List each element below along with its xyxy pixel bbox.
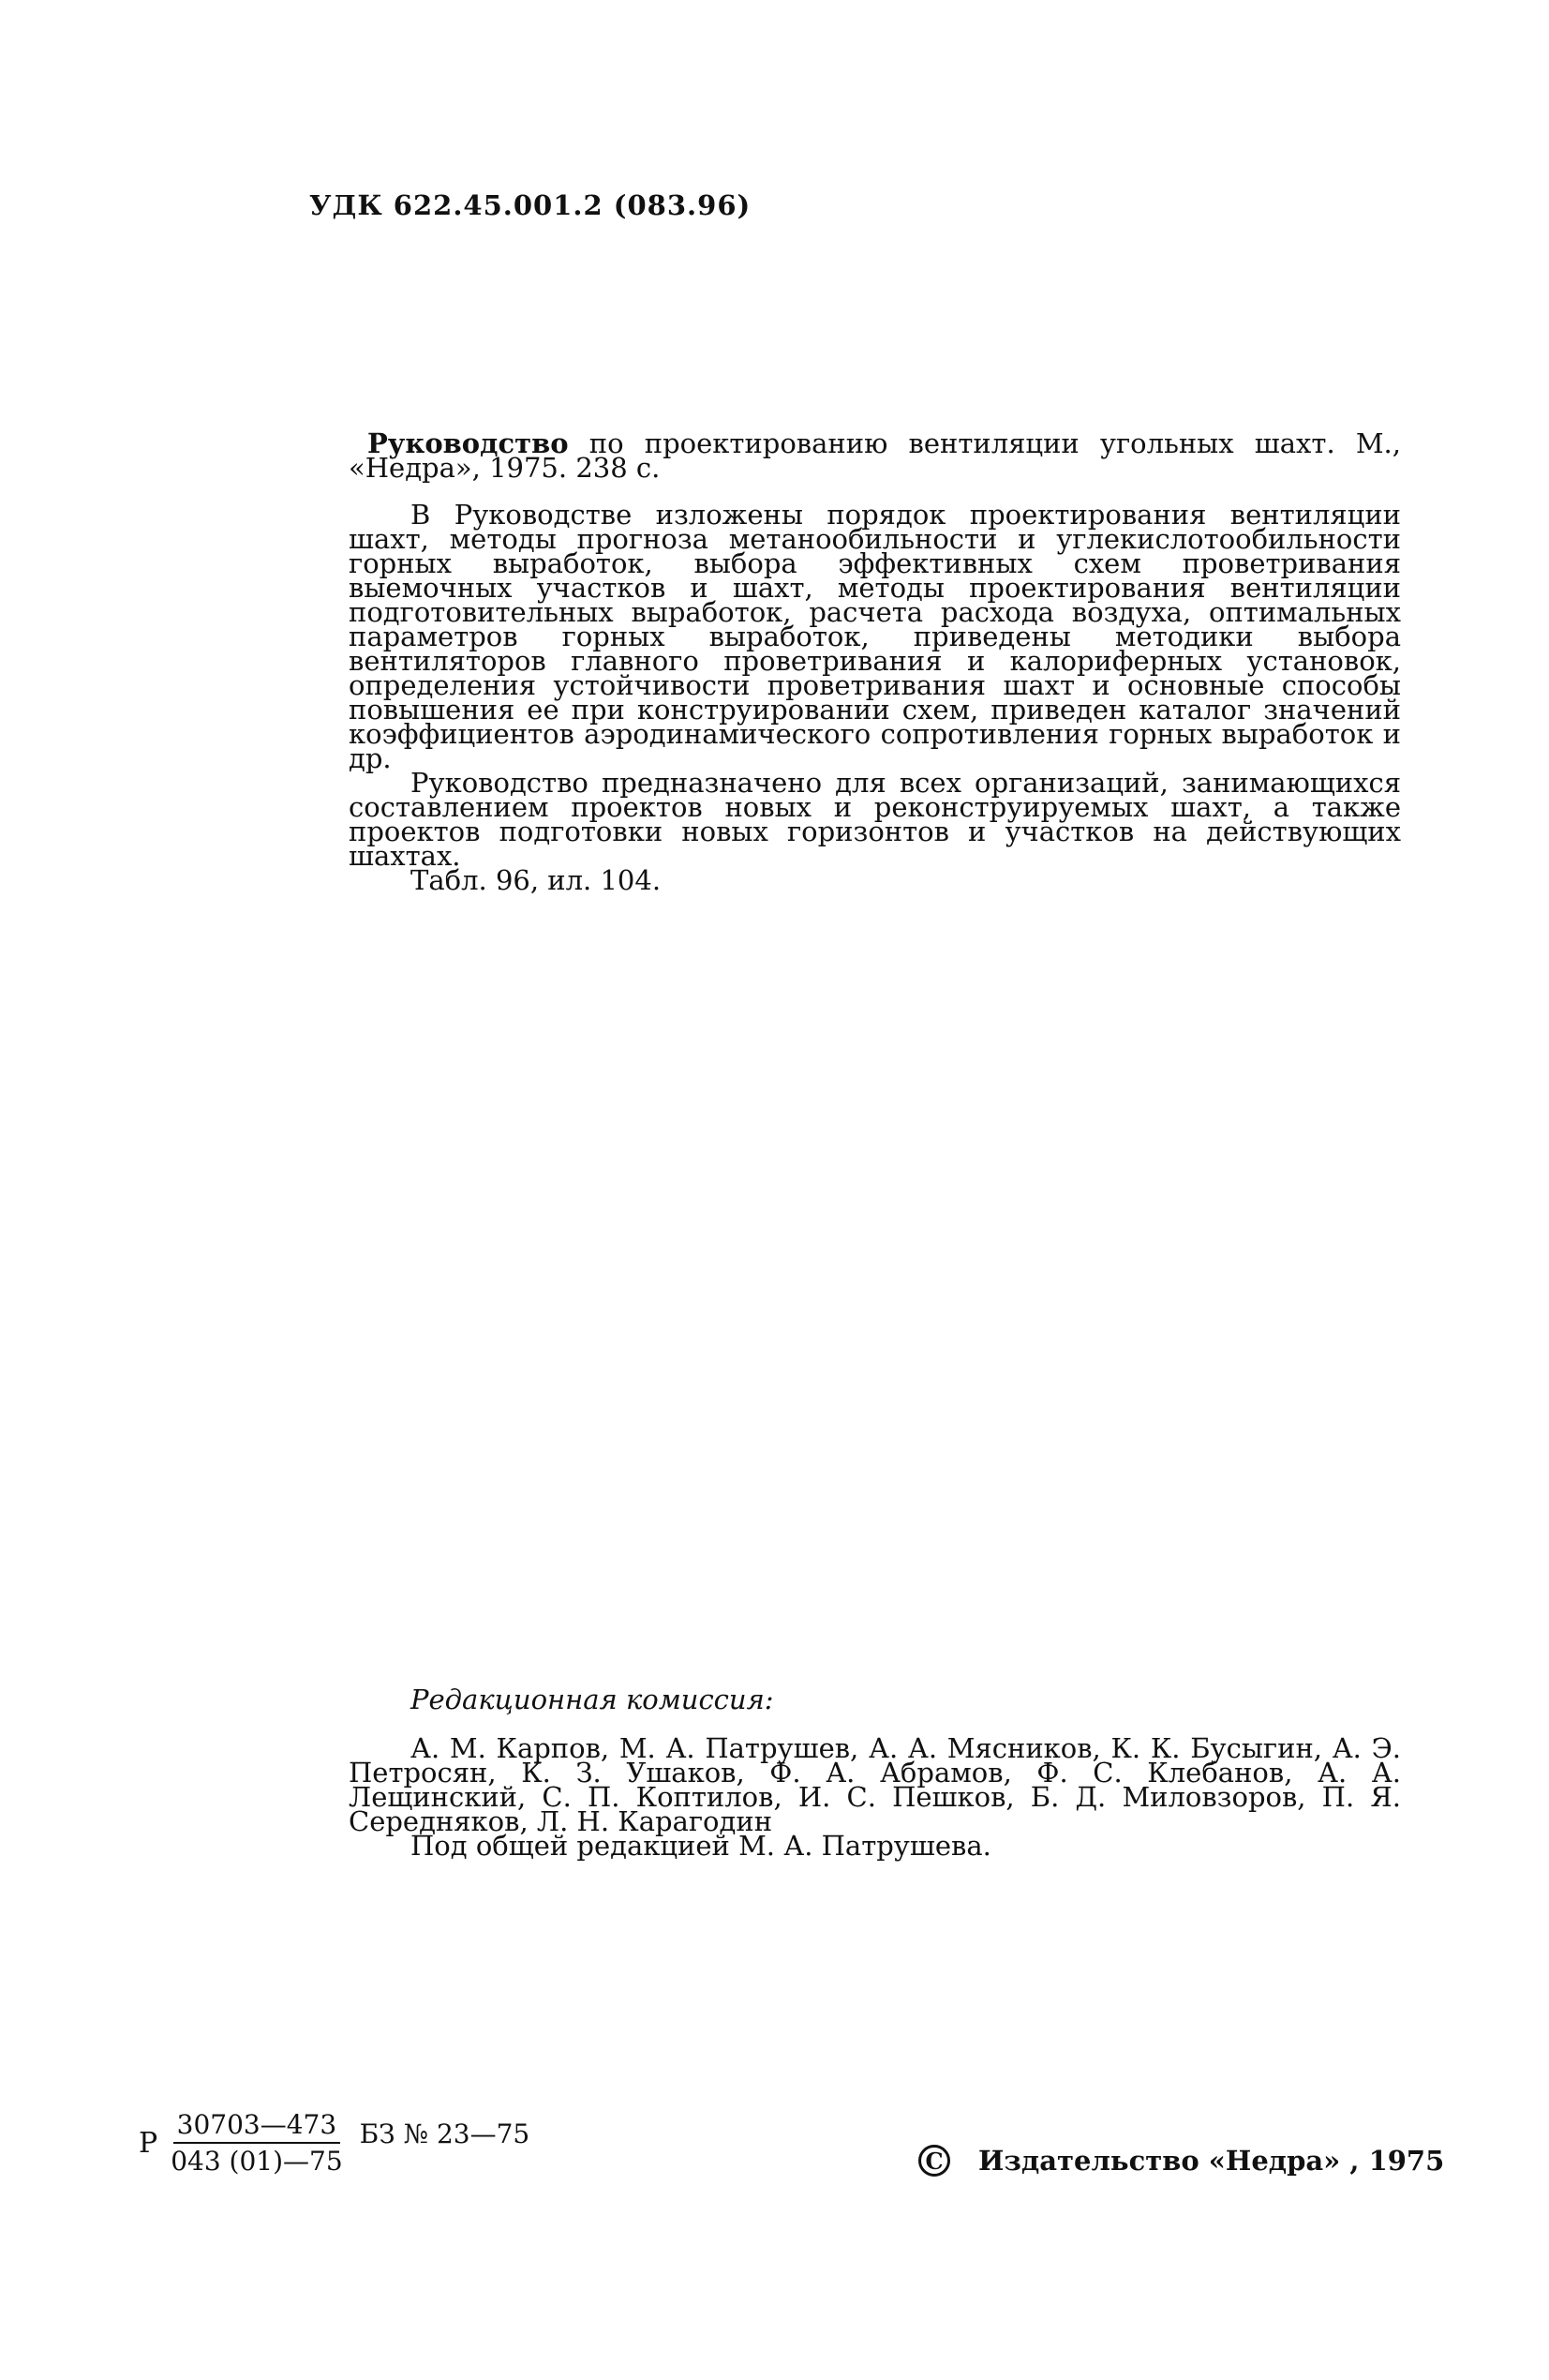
commission-label: Редакционная комиссия: <box>410 1684 774 1715</box>
publisher-line <box>918 2145 1444 2177</box>
catalog-index <box>139 2109 529 2177</box>
editorial-commission <box>349 1684 1401 1862</box>
abstract-paragraph-2: Руководство предназначено для всех организаций, занимающихся составлением проектов новых и реконструируемых шахт, а также проектов подготовки новых горизонтов и участков на действующих шахтах. <box>349 767 1401 872</box>
general-editor: Под общей редакцией М. А. Патрушева. <box>410 1830 991 1862</box>
catalog-letter: Р <box>139 2126 158 2160</box>
copyright-icon: C <box>918 2145 950 2177</box>
udc-code: УДК 622.45.001.2 (083.96) <box>309 189 752 221</box>
catalog-numerator: 30703—473 <box>173 2109 341 2144</box>
bz-number: БЗ № 23—75 <box>359 2118 530 2149</box>
catalog-denominator: 043 (01)—75 <box>171 2146 343 2177</box>
commission-members: А. М. Карпов, М. А. Патрушев, А. А. Мясников, К. К. Бусыгин, А. Э. Петросян, К. З. Ушаков, Ф. А. Абрамов, Ф. С. Клебанов, А. А. Лещинский, С. П. Коптилов, И. С. Пешков, Б. Д. Миловзоров, П. Я. Середняков, Л. Н. Карагодин <box>349 1732 1401 1837</box>
publisher-text: Издательство «Недра» , 1975 <box>978 2145 1445 2177</box>
abstract-paragraph-1: В Руководстве изложены порядок проектирования вентиляции шахт, методы прогноза метанообильности и углекислотообильности горных выработок, выбора эффективных схем проветривания выемочных участков и шахт, методы проектирования вентиляции подготовительных выработок, расчета расхода воздуха, оптимальных параметров горных выработок, приведены методики выбора вентиляторов главного проветривания и калориферных установок, определения устойчивости проветривания шахт и основные способы повышения ее при конструировании схем, приведен каталог значений коэффициентов аэродинамического сопротивления горных выработок и др. <box>349 499 1401 774</box>
bibliographic-reference <box>349 427 1401 484</box>
reference-rest: по проектированию вентиляции угольных шахт. М., «Недра», 1975. 238 с. <box>349 427 1401 484</box>
reference-lead: Руководство <box>367 427 569 459</box>
abstract-block <box>349 427 1401 896</box>
catalog-fraction <box>167 2109 346 2177</box>
tables-figures-count: Табл. 96, ил. 104. <box>410 864 662 896</box>
